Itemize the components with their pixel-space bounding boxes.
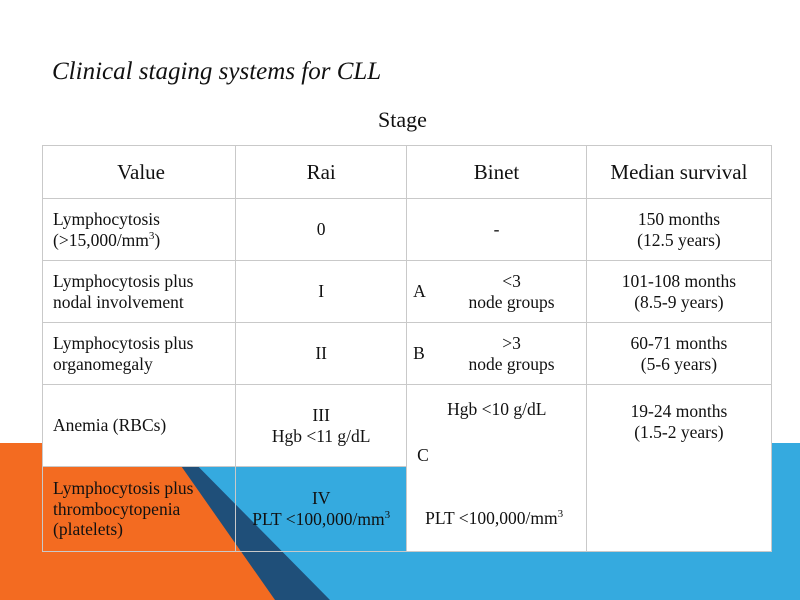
binet-cell	[407, 323, 587, 385]
survival-text: 60-71 months	[630, 332, 728, 353]
binet-desc: <3 node groups	[468, 270, 555, 312]
header-survival: Median survival	[586, 146, 771, 199]
value-text: $(>15,000/mm^3)$	[53, 229, 161, 250]
value-text: (platelets)	[53, 519, 123, 540]
survival-cell	[586, 385, 771, 552]
binet-c-plt: PLT $<100,000/mm^3$	[425, 508, 564, 529]
value-cell	[43, 467, 236, 552]
survival-cell	[586, 199, 771, 261]
binet-desc: >3 node groups	[468, 332, 555, 374]
rai-cell	[236, 385, 407, 467]
survival-text: 19-24 months	[630, 401, 728, 421]
header-binet: Binet	[407, 146, 587, 199]
value-cell	[43, 261, 236, 323]
survival-text: 101-108 months	[621, 270, 737, 291]
slide-title: Clinical staging systems for CLL	[52, 58, 382, 85]
survival-cell	[586, 261, 771, 323]
header-value: Value	[43, 146, 236, 199]
rai-text: Hgb <11 g/dL	[271, 425, 371, 446]
rai-text: PLT $<100,000/mm^3$	[252, 509, 391, 529]
binet-text: -	[493, 219, 500, 240]
value-text: Lymphocytosis plus	[53, 478, 194, 499]
binet-c-hgb: Hgb <10 g/dL	[447, 399, 547, 419]
value-text: Lymphocytosis	[53, 208, 160, 229]
rai-text: III	[312, 404, 330, 425]
value-cell	[43, 323, 236, 385]
value-text: organomegaly	[53, 353, 153, 374]
binet-cell	[407, 261, 587, 323]
stage-heading: Stage	[378, 107, 427, 132]
survival-cell	[586, 323, 771, 385]
table-row	[43, 261, 772, 323]
value-cell: Anemia (RBCs)	[43, 385, 236, 467]
survival-text: 150 months	[637, 208, 721, 229]
staging-table	[42, 145, 772, 552]
survival-text: (1.5-2 years)	[634, 421, 724, 442]
binet-letter: A	[413, 281, 426, 302]
table-row	[43, 385, 772, 467]
value-text: Lymphocytosis plus	[53, 332, 194, 353]
value-text: Lymphocytosis plus	[53, 270, 194, 291]
rai-text: IV	[311, 488, 331, 509]
rai-cell: I	[236, 261, 407, 323]
binet-cell	[407, 199, 587, 261]
value-text: thrombocytopenia	[53, 498, 181, 519]
table-row	[43, 199, 772, 261]
binet-c-letter: C	[417, 445, 429, 465]
rai-cell: II	[236, 323, 407, 385]
table-row	[43, 323, 772, 385]
header-rai: Rai	[236, 146, 407, 199]
table-header-row	[43, 146, 772, 199]
value-text: nodal involvement	[53, 291, 184, 312]
binet-letter: B	[413, 343, 425, 364]
survival-text: (8.5-9 years)	[634, 291, 724, 312]
rai-cell	[236, 467, 407, 552]
rai-cell: 0	[236, 199, 407, 261]
value-cell	[43, 199, 236, 261]
survival-text: (12.5 years)	[637, 229, 721, 250]
binet-c-cell	[407, 385, 587, 552]
survival-text: (5-6 years)	[640, 353, 718, 374]
